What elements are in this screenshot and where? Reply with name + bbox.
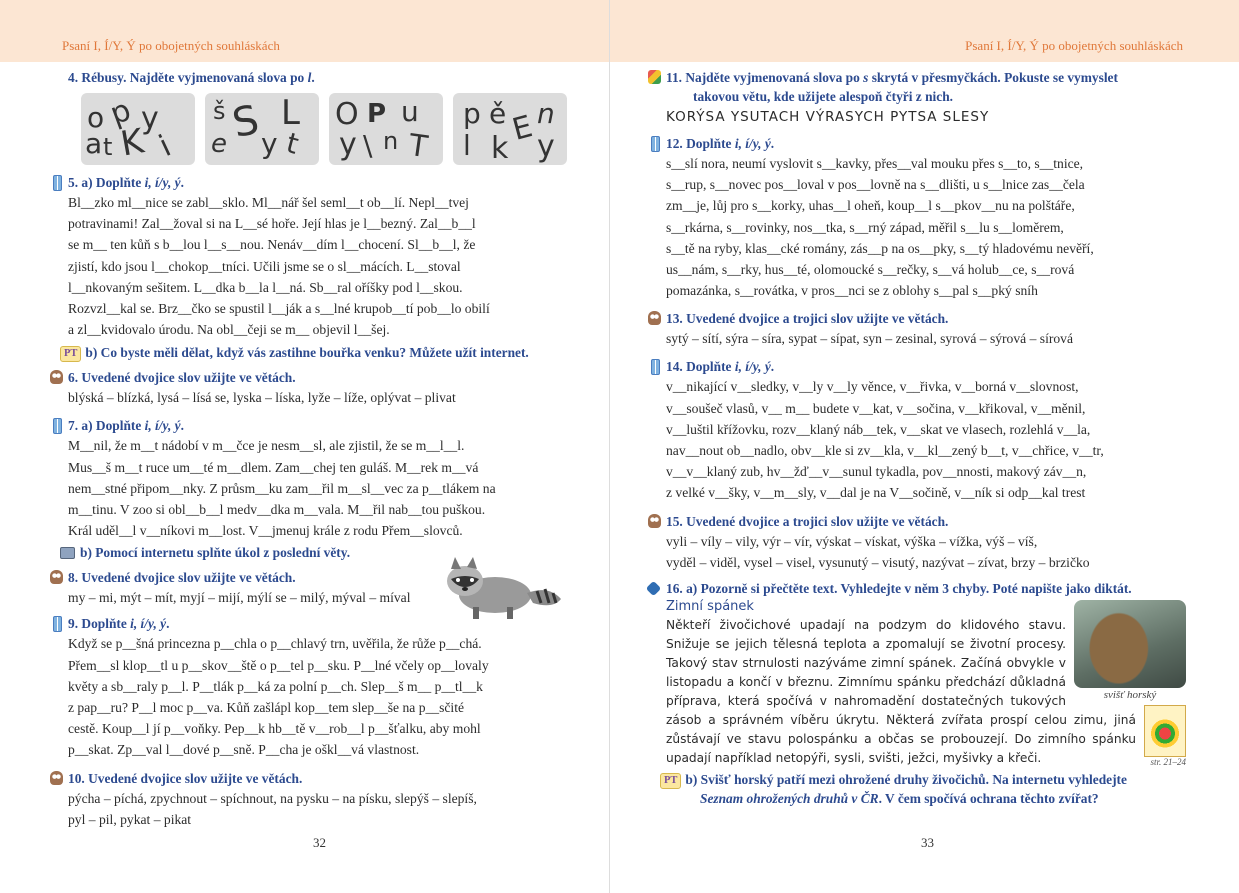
right-page [609, 0, 1239, 893]
exercise-14-text: v__nikající v__sledky, v__ly v__ly věnce, v__řivka, v__borná v__slovnost, v__soušeč vlasů, v__ m__ budete v__kat, v__sočina, v__křikoval, v__měnil, v__luštil křížovku, rozv__klaný náb__tek, v__skat ve vlasech, rozlehlá v__la, nav__nout ob__nadlo, obv__kle si zv__kla, v__kl__zený b__t, v__chřice, v__tr, v__v__klaný zub, hv__žď__v__sunul tykadla, pov__nnosti, makový záv__n, z velké v__šky, v__m__sly, v__dal je na V__sočině, v__ník si odp__kal trest [666, 379, 1104, 501]
pen-icon [651, 359, 660, 375]
pt-badge: PT [60, 346, 81, 362]
computer-icon [60, 547, 75, 559]
owl-icon [648, 514, 661, 528]
page-number-left: 32 [313, 835, 326, 850]
exercise-14: 14. Doplňte i, í/y, ý. [648, 357, 1186, 376]
exercise-6: 6. Uvedené dvojice slov užijte ve větách. [50, 368, 570, 387]
rebus-tile-2: š S L e y t [205, 93, 319, 165]
exercise-10: 10. Uvedené dvojice slov užijte ve větách. [50, 769, 570, 788]
right-content [648, 68, 1186, 808]
exercise-4-title: 4. Rébusy. Najděte vyjmenovaná slova po l. [68, 70, 315, 85]
exercise-15: 15. Uvedené dvojice a trojici slov užijte ve větách. [648, 512, 1186, 531]
pen-icon [53, 175, 62, 191]
owl-icon [50, 370, 63, 384]
exercise-8-text: my – mi, mýt – mít, myjí – mijí, mýlí se – milý, mýval – míval [68, 590, 411, 606]
anagram-list: KORÝSA YSUTACH VÝRASYCH PYTSA SLESY [666, 109, 990, 125]
exercise-7b: b) Pomocí internetu splňte úkol z poslední věty. [60, 543, 570, 562]
left-page [0, 0, 609, 893]
article-title: Zimní spánek [666, 598, 754, 614]
exercise-16-article [648, 598, 1186, 768]
exercise-4 [50, 68, 570, 165]
rebus-tile-3: O P u y \ n T [329, 93, 443, 165]
exercise-9: 9. Doplňte i, í/y, ý. [50, 614, 570, 633]
owl-icon [50, 570, 63, 584]
exercise-12-text: s__slí nora, neumí vyslovit s__kavky, přes__val mouku přes s__to, s__tnice, s__rup, s__novec pos__loval v pos__lovně na s__dlišti, u s__lnice zas__čela zm__je, lůj pro s__korky, uhas__l oheň, koup__l s__pkov__nu na polštáře, s__rkárna, s__rovinky, nos__tka, s__rný západ, měřil s__lu s__loměrem, s__tě na ryby, klas__cké romány, zás__p na os__pky, s__tý hladovému nevěří, us__nám, s__rky, hus__té, olomoucké s__rečky, s__vá holub__ce, s__rová pomazánka, s__rovátka, v pros__nci se z oblohy s__pal s__pký sníh [666, 156, 1094, 299]
raccoon-illustration [437, 555, 565, 621]
running-head-right: Psaní I, Í/Y, Ý po obojetných souhláskách [965, 38, 1183, 53]
article-text: Někteří živočichové upadají na podzym do klidového stavu. Snižuje se jejich tělesná teplota a zpomalují se životní procesy. Takový stav strnulosti nazýváme zimní spánek. Začíná obvykle v listopadu a končí v březnu. Zimnímu spánku předchází důkladná příprava, která spočívá v nahromadění dostatečných tukových zásob a správném víběru úkrytu. Některá zvířata prospí celou zimu, jiná zůstávají ve stavu polospánku a občas se probouzejí. Do zimního spánku upadají například netopýři, sysli, svišti, ježci, myšivky a křeči. [666, 617, 1136, 765]
book-cover-icon [1144, 705, 1186, 757]
exercise-5-text: Bl__zko ml__nice se zabl__sklo. Ml__nář šel seml__t ob__lí. Nepl__tvej potravinami! Zal__žoval si na L__sé hoře. Její hlas je l__bezný. Zal__b__l se m__ ten kůň s b__lou l__s__nou. Nenáv__dím l__chocení. Sl__b__l, že zjistí, kdo jsou l__chokop__tníci. Učili jsme se o sl__mácích. L__stoval l__nkovaným sešitem. L__dka b__la l__ná. Sb__ral oříšky pod l__skou. Rozvzl__kal se. Brz__čko se spustil l__ják a s__lné krupob__tí pob__lo obilí a zl__kvidovalo úrodu. Na obl__čeji se m__ objevil l__šej. [68, 195, 490, 338]
owl-icon [648, 311, 661, 325]
exercise-6-text: blýská – blízká, lysá – lísá se, lyska – líska, lyže – líže, oplývat – plivat [68, 390, 456, 406]
exercise-12: 12. Doplňte i, í/y, ý. [648, 134, 1186, 153]
owl-icon [50, 771, 63, 785]
running-head-left: Psaní I, Í/Y, Ý po obojetných souhláskách [62, 38, 280, 53]
exercise-9-text: Když se p__šná princezna p__chla o p__chlavý trn, uvěřila, že růže p__chá. Přem__sl klop__tl u p__skov__ště o p__tel p__sku. P__lné včely op__lovaly květy a sb__raly p__l. P__tlák p__ká za polní p__ch. Slep__š m__ p__tl__k z pap__ru? P__l moc p__va. Kůň zašlápl kop__tem slep__še na p__sčité cestě. Koup__l jí p__voňky. Pep__k hb__tě v__rob__l p__šťalku, aby mohl p__skat. Zp__val l__dové p__sně. P__cha je oškl__vá vlastnost. [68, 636, 489, 758]
exercise-13: 13. Uvedené dvojice a trojici slov užijte ve větách. [648, 309, 1186, 328]
marmot-photo [1074, 600, 1186, 688]
exercise-10-text: pýcha – píchá, zpychnout – spíchnout, na pysku – na písku, slepýš – slepíš, pyl – pil, pykat – pikat [68, 790, 477, 827]
exercise-7-text: M__nil, že m__t nádobí v m__čce je nesm__sl, ale zjistil, že se m__l__l. Mus__š m__t ruce um__té m__dlem. Zam__chej ten guláš. M__rek m__vá nem__stné připom__nky. Z průsm__ku zam__řil m__sl__vec za p__tlákem na m__tinu. V zoo si obl__b__l medv__dka m__vala. M__řil nab__tou puškou. Král uděl__l v__níkovi m__lost. V__jmenuj krále z rodu Přem__slovců. [68, 438, 496, 539]
exercise-15-text: vyli – víly – vily, výr – vír, výskat – vískat, výška – vížka, výš – víš, vyděl – viděl, vysel – visel, vysunutý – visutý, nazývat – zívat, brzy – brzičko [666, 533, 1090, 570]
pen-icon [53, 616, 62, 632]
game-icon [648, 70, 661, 84]
rebus-tile-1: o p y a t K i [81, 93, 195, 165]
book-reference: str. 21–24 [1150, 756, 1186, 767]
exercise-16b: PT b) Svišť horský patří mezi ohrožené druhy živočichů. Na internetu vyhledejte Seznam ohrožených druhů v ČR. V čem spočívá ochrana těchto zvířat? [660, 770, 1186, 808]
pen-icon [651, 136, 660, 152]
photo-caption: svišť horský [1103, 688, 1157, 701]
puzzle-icon [646, 580, 662, 596]
pen-icon [53, 418, 62, 434]
pt-badge: PT [660, 773, 681, 789]
rebus-tile-4: p ě n E l k y [453, 93, 567, 165]
exercise-7: 7. a) Doplňte i, í/y, ý. [50, 416, 570, 435]
left-content [50, 68, 570, 830]
exercise-8: 8. Uvedené dvojice slov užijte ve větách. [50, 568, 570, 587]
exercise-5-title: 5. a) Doplňte i, í/y, ý. [68, 175, 184, 190]
page-number-right: 33 [921, 835, 934, 850]
exercise-5b: PT b) Co byste měli dělat, když vás zastihne bouřka venku? Můžete užít internet. [60, 343, 570, 362]
exercise-5 [50, 173, 570, 192]
rebus-tiles [81, 93, 570, 165]
exercise-16: 16. a) Pozorně si přečtěte text. Vyhledejte v něm 3 chyby. Poté napište jako diktát. [648, 579, 1186, 598]
exercise-13-text: sytý – sítí, sýra – síra, sypat – sípat, syn – zesinal, syrová – sýrová – sírová [666, 331, 1074, 347]
exercise-11: 11. Najděte vyjmenovaná slova po s skrytá v přesmyčkách. Pokuste se vymyslet takovou větu, kde užijete alespoň čtyři z nich. [648, 68, 1186, 106]
